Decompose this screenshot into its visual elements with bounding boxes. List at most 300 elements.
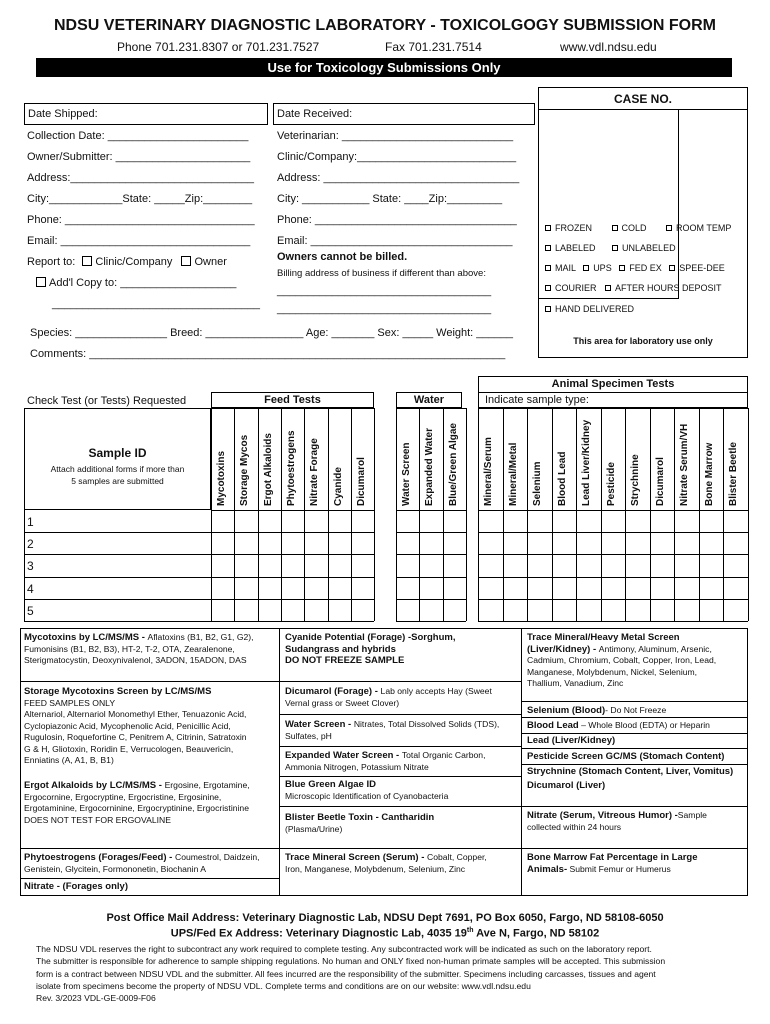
test-checkbox-cell[interactable]: [305, 600, 327, 621]
labeled-checkbox[interactable]: [545, 245, 551, 251]
storage-options-row: [545, 223, 731, 233]
test-checkbox-cell[interactable]: [528, 533, 552, 554]
test-checkbox-cell[interactable]: [282, 555, 304, 576]
terms-line-3: form is a contract between NDSU VDL and the submitter. All fees incurred are the responsibility of the submitter. Specimens including carcasses, tissues and agent: [36, 968, 656, 979]
ergot-info-c: Ergotaminine, Ergocorninine, Ergocryptinine, Ergocristinine: [24, 803, 249, 813]
test-checkbox-cell[interactable]: [675, 578, 699, 599]
row-line: [478, 577, 748, 578]
test-checkbox-cell[interactable]: [444, 578, 466, 599]
labeled-label: LABELED: [555, 243, 596, 253]
check-tests-label: Check Test (or Tests) Requested: [27, 395, 187, 407]
test-checkbox-cell[interactable]: [397, 600, 419, 621]
tmh-sub: (Liver/Kidney) -: [527, 643, 599, 655]
test-checkbox-cell[interactable]: [212, 578, 234, 599]
owners-not-billed-note: Owners cannot be billed.: [277, 251, 408, 263]
cold-label: COLD: [621, 223, 647, 233]
sample-id-row-3[interactable]: [25, 555, 210, 576]
blister-beetle-title: Blister Beetle Toxin - Cantharidin: [285, 812, 435, 823]
column-header-dicumarol: Dicumarol: [355, 457, 367, 506]
tmh-info-a: Antimony, Aluminum, Arsenic,: [598, 643, 712, 654]
divider: [279, 776, 521, 777]
city-state-zip-field-left[interactable]: City:____________State: _____Zip:________: [27, 193, 253, 205]
date-shipped-box[interactable]: [24, 103, 268, 125]
row-line: [478, 554, 748, 555]
clinic-company-option: Clinic/Company: [95, 256, 173, 268]
column-header-blister-beetle: Blister Beetle: [728, 442, 739, 506]
test-checkbox-cell[interactable]: [651, 600, 675, 621]
water-screen-info: [285, 719, 517, 742]
test-checkbox-cell[interactable]: [259, 600, 281, 621]
expanded-info-a: Total Organic Carbon,: [401, 750, 486, 760]
test-checkbox-cell[interactable]: [724, 511, 748, 532]
test-checkbox-cell[interactable]: [504, 533, 528, 554]
ergot-info-b: Ergocornine, Ergocryptine, Ergocristine, Ergosinine,: [24, 791, 222, 802]
courier-checkbox[interactable]: [545, 285, 551, 291]
room-temp-label: ROOM TEMP: [676, 223, 732, 233]
attach-note-line1: Attach additional forms if more than: [50, 464, 185, 474]
lab-use-note: This area for laboratory use only: [573, 336, 713, 346]
lead-liver-kidney-info: [527, 735, 615, 747]
after-hours-label: AFTER HOURS DEPOSIT: [615, 283, 722, 293]
form-title: NDSU VETERINARY DIAGNOSTIC LABORATORY - TOXICOLGOGY SUBMISSION FORM: [54, 17, 716, 34]
selenium-blood-info: [527, 705, 666, 717]
divider: [20, 848, 279, 849]
test-checkbox-cell[interactable]: [235, 578, 257, 599]
test-checkbox-cell[interactable]: [212, 511, 234, 532]
sample-id-header-cell: [24, 408, 211, 510]
attach-note-line2: 5 samples are submitted: [71, 476, 164, 486]
billing-address-note: Billing address of business if different than above:: [277, 268, 486, 279]
storage-info-a: FEED SAMPLES ONLY: [24, 697, 116, 708]
test-checkbox-cell[interactable]: [528, 578, 552, 599]
spee-dee-checkbox[interactable]: [669, 265, 675, 271]
test-checkbox-cell[interactable]: [352, 533, 374, 554]
column-header-lead-liver-kidney: Lead Liver/Kidney: [581, 419, 592, 506]
cyanide-info-a: Sudangrass and hybrids: [285, 643, 396, 655]
clinic-company-field[interactable]: Clinic/Company:__________________________: [277, 151, 517, 163]
storage-mycotoxins-info: [24, 686, 278, 767]
test-checkbox-cell[interactable]: [235, 600, 257, 621]
column-line: [466, 408, 467, 621]
owner-submitter-field[interactable]: Owner/Submitter: ______________________: [27, 151, 251, 163]
pesticide-screen-info: [527, 751, 724, 763]
row-line: [478, 621, 748, 622]
test-checkbox-cell[interactable]: [553, 578, 577, 599]
phyto-info-b: Genistein, Glycitein, Formononetin, Biochanin A: [24, 863, 206, 874]
hand-delivered-checkbox[interactable]: [545, 306, 551, 312]
test-checkbox-cell[interactable]: [479, 600, 503, 621]
cold-checkbox[interactable]: [612, 225, 618, 231]
phytoestrogens-info: [24, 852, 278, 875]
test-checkbox-cell[interactable]: [602, 578, 626, 599]
test-checkbox-cell[interactable]: [479, 511, 503, 532]
unlabeled-label: UNLABELED: [622, 243, 676, 253]
fax-number: Fax 701.231.7514: [385, 40, 482, 54]
species-breed-age-sex-weight-field[interactable]: Species: _______________ Breed: ________________ Age: _______ Sex: _____ Weight: ______: [30, 327, 513, 339]
test-checkbox-cell[interactable]: [305, 511, 327, 532]
test-checkbox-cell[interactable]: [553, 555, 577, 576]
cyanide-info-b: DO NOT FREEZE SAMPLE: [285, 655, 405, 666]
tmh-info-d: Thallium, Vanadium, Zinc: [527, 678, 624, 688]
test-checkbox-cell[interactable]: [329, 578, 351, 599]
test-checkbox-cell[interactable]: [577, 511, 601, 532]
comments-field[interactable]: Comments: ____________________________________________________________________: [30, 348, 506, 360]
test-checkbox-cell[interactable]: [259, 511, 281, 532]
row-line: [211, 554, 374, 555]
column-header-mineral-serum: Mineral/Serum: [483, 437, 494, 506]
veterinarian-field[interactable]: Veterinarian: ____________________________: [277, 130, 514, 142]
sample-row-number: 5: [27, 603, 34, 618]
selenium-info-a: - Do Not Freeze: [605, 705, 667, 715]
test-checkbox-cell[interactable]: [626, 600, 650, 621]
sample-id-row-1[interactable]: [25, 511, 210, 532]
divider: [20, 681, 279, 682]
tmh-info-c: Manganese, Molybdenum, Nickel, Selenium,: [527, 666, 698, 677]
test-checkbox-cell[interactable]: [212, 533, 234, 554]
test-checkbox-cell[interactable]: [675, 533, 699, 554]
column-line: [748, 408, 749, 621]
storage-info-b: Alternariol, Alternariol Monomethyl Ether, Tenuazonic Acid,: [24, 709, 247, 719]
address-field-left[interactable]: Address:______________________________: [27, 172, 254, 184]
divider: [521, 733, 748, 734]
test-checkbox-cell[interactable]: [479, 555, 503, 576]
test-checkbox-cell[interactable]: [282, 578, 304, 599]
test-checkbox-cell[interactable]: [352, 578, 374, 599]
storage-info-f: Enniatins (A, A1, B, B1): [24, 755, 114, 765]
column-header-storage-mycos: Storage Mycos: [239, 434, 251, 506]
ups-address-a: UPS/Fed Ex Address: Veterinary Diagnostic Lab, 4035 19: [170, 927, 467, 940]
ergot-info-d: DOES NOT TEST FOR ERGOVALINE: [24, 814, 171, 825]
row-line: [211, 408, 374, 409]
row-line: [478, 510, 748, 511]
cyanide-info: [285, 632, 517, 667]
phone-field-left[interactable]: Phone: _______________________________: [27, 214, 255, 226]
test-checkbox-cell[interactable]: [259, 555, 281, 576]
city-state-zip-field-right[interactable]: City: ___________ State: ____Zip:_________: [277, 193, 503, 205]
test-checkbox-cell[interactable]: [420, 578, 442, 599]
column-line: [374, 408, 375, 621]
row-line: [24, 621, 211, 622]
row-line: [396, 577, 466, 578]
mycotoxins-info-b: Fumonisins (B1, B2, B3), HT-2, T-2, OTA, Zearalenone,: [24, 643, 235, 654]
test-checkbox-cell[interactable]: [444, 555, 466, 576]
nitrate-forage-title: Nitrate - (Forages only): [24, 881, 128, 892]
dicumarol-forage-title: Dicumarol (Forage) -: [285, 686, 381, 697]
test-checkbox-cell[interactable]: [700, 511, 724, 532]
bone-marrow-info: [527, 852, 745, 875]
tmh-title: Trace Mineral/Heavy Metal Screen: [527, 632, 680, 643]
test-checkbox-cell[interactable]: [528, 600, 552, 621]
test-checkbox-cell[interactable]: [651, 555, 675, 576]
water-header: Water: [396, 392, 462, 408]
indicate-sample-type: Indicate sample type:: [478, 392, 748, 408]
test-checkbox-cell[interactable]: [212, 600, 234, 621]
test-checkbox-cell[interactable]: [282, 533, 304, 554]
mail-checkbox[interactable]: [545, 265, 551, 271]
unlabeled-checkbox[interactable]: [612, 245, 618, 251]
bga-title: Blue Green Algae ID: [285, 779, 376, 790]
test-checkbox-cell[interactable]: [329, 511, 351, 532]
test-checkbox-cell[interactable]: [397, 533, 419, 554]
row-line: [396, 621, 466, 622]
expanded-water-title: Expanded Water Screen -: [285, 750, 402, 761]
row-line: [478, 408, 748, 409]
column-header-strychnine: Strychnine: [630, 454, 641, 506]
test-checkbox-cell[interactable]: [479, 533, 503, 554]
test-checkbox-cell[interactable]: [528, 511, 552, 532]
test-checkbox-cell[interactable]: [602, 600, 626, 621]
submission-banner: Use for Toxicology Submissions Only: [36, 58, 732, 77]
additional-copy-row: [36, 277, 236, 289]
phone-field-right[interactable]: Phone: _________________________________: [277, 214, 517, 226]
test-checkbox-cell[interactable]: [397, 555, 419, 576]
additional-copy-line[interactable]: __________________________________: [52, 298, 261, 310]
test-checkbox-cell[interactable]: [420, 555, 442, 576]
row-line: [396, 599, 466, 600]
test-checkbox-cell[interactable]: [626, 555, 650, 576]
row-line: [478, 599, 748, 600]
divider: [20, 878, 279, 879]
test-checkbox-cell[interactable]: [651, 578, 675, 599]
courier-row: [545, 283, 722, 293]
test-checkbox-cell[interactable]: [504, 600, 528, 621]
row-line: [211, 599, 374, 600]
sample-id-row-5[interactable]: [25, 600, 210, 621]
ups-address-sup: th: [466, 927, 474, 934]
clinic-company-checkbox[interactable]: [82, 256, 92, 266]
sample-id-row-2[interactable]: [25, 533, 210, 554]
terms-line-4: isolate from specimens become the property of NDSU VDL. Complete terms and conditions are on our website: www.vdl.ndsu.edu: [36, 980, 531, 991]
test-checkbox-cell[interactable]: [602, 555, 626, 576]
selenium-title: Selenium (Blood): [527, 705, 606, 716]
tm-info-b: Iron, Manganese, Molybdenum, Selenium, Zinc: [285, 863, 466, 874]
mycotoxins-info-c: Sterigmatocystin, Deoxynivalenol, 3ADON, 15ADON, DAS: [24, 655, 247, 665]
row-line: [396, 554, 466, 555]
test-checkbox-cell[interactable]: [724, 533, 748, 554]
test-checkbox-cell[interactable]: [305, 533, 327, 554]
test-checkbox-cell[interactable]: [504, 578, 528, 599]
test-checkbox-cell[interactable]: [626, 533, 650, 554]
storage-info-d: Rugulosin, Roquefortine C, Penitrem A, Citrinin, Satratoxin: [24, 732, 247, 742]
test-checkbox-cell[interactable]: [420, 511, 442, 532]
test-checkbox-cell[interactable]: [553, 511, 577, 532]
divider: [279, 681, 521, 682]
row-line: [211, 621, 374, 622]
test-checkbox-cell[interactable]: [528, 555, 552, 576]
test-checkbox-cell[interactable]: [259, 533, 281, 554]
bga-info-a: Microscopic Identification of Cyanobacteria: [285, 790, 449, 801]
row-line: [211, 577, 374, 578]
ups-checkbox[interactable]: [583, 265, 589, 271]
trace-mineral-serum-info: [285, 852, 517, 875]
billing-address-line-2[interactable]: ___________________________________: [277, 303, 492, 315]
report-to-label: Report to:: [27, 256, 76, 268]
test-checkbox-cell[interactable]: [504, 555, 528, 576]
info-col-divider-2: [521, 628, 522, 896]
test-checkbox-cell[interactable]: [602, 511, 626, 532]
test-checkbox-cell[interactable]: [305, 578, 327, 599]
strychnine-title: Strychnine (Stomach Content, Liver, Vomitus): [527, 766, 734, 777]
test-checkbox-cell[interactable]: [444, 600, 466, 621]
column-header-nitrate-serum-vh: Nitrate Serum/VH: [679, 423, 690, 506]
column-header-ergot-alkaloids: Ergot Alkaloids: [262, 433, 274, 506]
divider: [521, 748, 748, 749]
row-line: [211, 532, 374, 533]
column-header-mineral-metal: Mineral/Metal: [507, 442, 519, 506]
test-checkbox-cell[interactable]: [397, 578, 419, 599]
test-checkbox-cell[interactable]: [577, 600, 601, 621]
divider: [279, 848, 521, 849]
column-header-selenium: Selenium: [532, 461, 543, 506]
blood-lead-info-a: – Whole Blood (EDTA) or Heparin: [578, 720, 710, 730]
row-line: [396, 408, 466, 409]
test-checkbox-cell[interactable]: [724, 600, 748, 621]
column-header-blood-lead: Blood Lead: [556, 451, 568, 506]
test-checkbox-cell[interactable]: [675, 600, 699, 621]
dicumarol-liver-info: [527, 780, 605, 792]
test-checkbox-cell[interactable]: [724, 578, 748, 599]
test-checkbox-cell[interactable]: [700, 578, 724, 599]
email-field-right[interactable]: Email: _________________________________: [277, 235, 513, 247]
mycotoxins-info-a: Aflatoxins (B1, B2, G1, G2),: [147, 632, 254, 642]
test-checkbox-cell[interactable]: [397, 511, 419, 532]
sample-id-row-4[interactable]: [25, 578, 210, 599]
mycotoxins-info-title: Mycotoxins by LC/MS/MS -: [24, 632, 148, 643]
test-checkbox-cell[interactable]: [577, 555, 601, 576]
storage-info-c: Cyclopiazonic Acid, Mycophenolic Acid, Penicillic Acid,: [24, 720, 231, 731]
divider: [279, 806, 521, 807]
dicumarol-info-a: Lab only accepts Hay (Sweet: [380, 686, 492, 696]
water-screen-title: Water Screen -: [285, 719, 354, 730]
phyto-title: Phytoestrogens (Forages/Feed) -: [24, 852, 175, 863]
label-options-row: [545, 243, 676, 253]
after-hours-checkbox[interactable]: [605, 285, 611, 291]
test-checkbox-cell[interactable]: [212, 555, 234, 576]
address-field-right[interactable]: Address: ________________________________: [277, 172, 520, 184]
frozen-checkbox[interactable]: [545, 225, 551, 231]
tmh-info-b: Cadmium, Chromium, Cobalt, Copper, Iron, Lead,: [527, 655, 717, 665]
test-checkbox-cell[interactable]: [700, 600, 724, 621]
test-checkbox-cell[interactable]: [329, 555, 351, 576]
test-checkbox-cell[interactable]: [577, 578, 601, 599]
animal-specimen-header: Animal Specimen Tests: [478, 376, 748, 392]
test-checkbox-cell[interactable]: [235, 511, 257, 532]
column-header-nitrate-forage: Nitrate Forage: [309, 438, 321, 506]
blood-lead-info: [527, 720, 710, 732]
test-checkbox-cell[interactable]: [724, 555, 748, 576]
test-checkbox-cell[interactable]: [235, 533, 257, 554]
test-checkbox-cell[interactable]: [259, 578, 281, 599]
ergot-info-a: Ergosine, Ergotamine,: [164, 780, 250, 790]
test-checkbox-cell[interactable]: [504, 511, 528, 532]
phone-number: Phone 701.231.8307 or 701.231.7527: [117, 40, 320, 54]
storage-info-e: G & H, Gliotoxin, Roridin E, Verrucologen, Beauvericin,: [24, 743, 234, 754]
fed-ex-checkbox[interactable]: [619, 265, 625, 271]
expanded-info-b: Ammonia Nitrogen, Potassium Nitrate: [285, 761, 429, 772]
test-checkbox-cell[interactable]: [329, 600, 351, 621]
owner-option: Owner: [194, 256, 227, 268]
test-checkbox-cell[interactable]: [479, 578, 503, 599]
test-checkbox-cell[interactable]: [444, 533, 466, 554]
test-checkbox-cell[interactable]: [675, 511, 699, 532]
test-checkbox-cell[interactable]: [235, 555, 257, 576]
ergot-alkaloids-info: [24, 780, 278, 826]
blood-lead-title: Blood Lead: [527, 720, 579, 731]
terms-line-2: The submitter is responsible for adherence to sample shipping regulations. No human and ONLY fixed non-human primate samples will be accepted. This submission: [36, 956, 666, 967]
blister-beetle-info: [285, 812, 517, 835]
test-checkbox-cell[interactable]: [700, 533, 724, 554]
test-checkbox-cell[interactable]: [420, 533, 442, 554]
mycotoxins-info: [24, 632, 278, 667]
dicumarol-forage-info: [285, 686, 517, 709]
column-header-mycotoxins: Mycotoxins: [216, 450, 227, 506]
collection-date-field[interactable]: Collection Date: _______________________: [27, 130, 249, 142]
row-line: [211, 510, 374, 511]
test-checkbox-cell[interactable]: [626, 511, 650, 532]
website[interactable]: www.vdl.ndsu.edu: [560, 40, 657, 54]
additional-copy-checkbox[interactable]: [36, 277, 46, 287]
feed-tests-header: Feed Tests: [211, 392, 374, 408]
test-checkbox-cell[interactable]: [352, 555, 374, 576]
date-received-box[interactable]: [273, 103, 535, 125]
test-checkbox-cell[interactable]: [352, 600, 374, 621]
test-checkbox-cell[interactable]: [700, 555, 724, 576]
test-checkbox-cell[interactable]: [352, 511, 374, 532]
test-checkbox-cell[interactable]: [553, 600, 577, 621]
test-checkbox-cell[interactable]: [651, 533, 675, 554]
column-header-expanded-water: Expanded Water: [424, 428, 436, 506]
ups-label: UPS: [593, 263, 612, 273]
column-header-water-screen: Water Screen: [401, 442, 412, 506]
blue-green-algae-info: [285, 779, 517, 802]
test-checkbox-cell[interactable]: [602, 533, 626, 554]
column-header-dicumarol: Dicumarol: [654, 457, 666, 506]
owner-checkbox[interactable]: [181, 256, 191, 266]
po-mail-address: Post Office Mail Address: Veterinary Diagnostic Lab, NDSU Dept 7691, PO Box 6050, Fargo, ND 58108-6050: [106, 912, 664, 924]
test-checkbox-cell[interactable]: [577, 533, 601, 554]
nitrate-serum-info-a: Sample: [677, 810, 707, 820]
email-field-left[interactable]: Email: _______________________________: [27, 235, 251, 247]
sample-row-number: 3: [27, 559, 34, 574]
test-checkbox-cell[interactable]: [305, 555, 327, 576]
billing-address-line-1[interactable]: ___________________________________: [277, 285, 492, 297]
test-checkbox-cell[interactable]: [282, 600, 304, 621]
test-checkbox-cell[interactable]: [282, 511, 304, 532]
info-col-divider-1: [279, 628, 280, 896]
test-checkbox-cell[interactable]: [651, 511, 675, 532]
divider: [521, 848, 748, 849]
column-header-bone-marrow: Bone Marrow: [703, 442, 715, 506]
ergot-title: Ergot Alkaloids by LC/MS/MS -: [24, 780, 165, 791]
expanded-water-info: [285, 750, 517, 773]
divider: [279, 746, 521, 747]
test-checkbox-cell[interactable]: [675, 555, 699, 576]
test-checkbox-cell[interactable]: [553, 533, 577, 554]
test-checkbox-cell[interactable]: [420, 600, 442, 621]
hand-delivered-label: HAND DELIVERED: [555, 304, 635, 314]
test-checkbox-cell[interactable]: [626, 578, 650, 599]
test-checkbox-cell[interactable]: [444, 511, 466, 532]
room-temp-checkbox[interactable]: [666, 225, 672, 231]
bone-marrow-info-a: Animals-: [527, 863, 568, 875]
nitrate-serum-info-b: collected within 24 hours: [527, 821, 622, 832]
divider: [521, 806, 748, 807]
divider: [521, 717, 748, 718]
test-checkbox-cell[interactable]: [329, 533, 351, 554]
column-header-pesticide: Pesticide: [605, 462, 617, 506]
additional-copy-field[interactable]: Add'l Copy to: ___________________: [49, 277, 237, 289]
column-header-cyanide: Cyanide: [332, 467, 344, 506]
